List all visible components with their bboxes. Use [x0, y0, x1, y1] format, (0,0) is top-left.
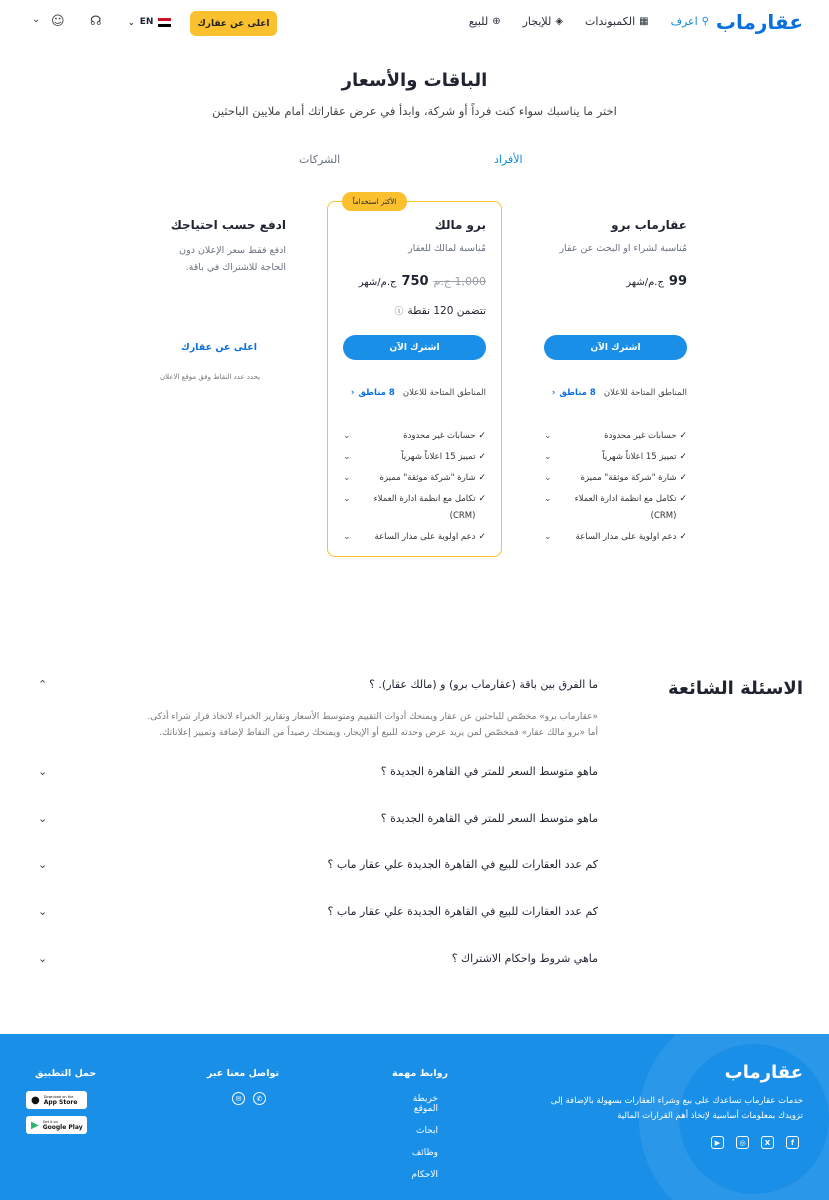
- plan-payg-name: ادفع حسب احتياجك: [170, 218, 286, 232]
- faq-item: [38, 765, 598, 778]
- plan-owner-price-value: 750: [401, 274, 429, 289]
- feature-label: دعم اولوية على مدار الساعة: [575, 532, 677, 542]
- feature-label: حسابات غير محدودة: [604, 431, 677, 441]
- plan-pro-price-value: 99: [668, 274, 687, 289]
- header: [0, 0, 829, 46]
- feature-item: [544, 449, 687, 466]
- tag-icon: ◈: [555, 16, 564, 27]
- plan-owner-features: [343, 428, 486, 550]
- plan-owner-price-unit: ج.م/شهر: [358, 277, 397, 288]
- tab-companies[interactable]: الشركات: [299, 153, 341, 166]
- egypt-flag-icon: [158, 18, 171, 27]
- nav-rent[interactable]: [523, 15, 563, 28]
- faq-question-text: ماهو متوسط السعر للمتر في القاهرة الجديدة ؟: [380, 765, 598, 778]
- footer-link-terms[interactable]: الاحكام: [411, 1170, 438, 1180]
- feature-item: [544, 529, 687, 546]
- check-icon: ✓: [679, 494, 687, 504]
- language-switcher[interactable]: [128, 17, 171, 27]
- plan-payg-desc: ادفع فقط سعر الإعلان دون الحاجة للاشتراك في باقة.: [179, 245, 286, 273]
- plan-owner-desc: مُناسبة لمالك للعقار: [408, 243, 486, 254]
- nav-know-label: اعرف: [670, 15, 698, 28]
- feature-label: شارة "شركة موثقة" مميزة: [379, 473, 476, 483]
- plan-owner-points: [395, 304, 487, 317]
- page-subtitle: اختر ما يناسبك سواء كنت فرداً أو شركة، وابدأ في عرض عقاراتك أمام ملايين الباحثين: [212, 104, 617, 118]
- feature-label: حسابات غير محدودة: [403, 431, 476, 441]
- plan-pro-areas: [552, 388, 687, 398]
- plan-pro-features: [544, 428, 687, 550]
- feature-item: [343, 470, 486, 487]
- faq-question[interactable]: [38, 858, 598, 871]
- feature-item: [343, 449, 486, 466]
- faq-question[interactable]: [38, 905, 598, 918]
- chevron-down-icon: ⌄: [128, 17, 135, 27]
- faq-answer-line: أما «برو مالك عقار» فمخصّص لمن يريد عرض وحدته للبيع أو الإيجار، ويمنحك رصيداً من النقاط لإضافة وتمييز إعلاناتك.: [159, 728, 598, 738]
- plan-owner-areas-count: 8 مناطق: [358, 388, 395, 398]
- apple-icon: ●: [31, 1094, 40, 1106]
- chevron-down-icon[interactable]: ⌄: [544, 532, 552, 542]
- plan-payg-note: يحدد عدد النقاط وفق موقع الاعلان: [160, 373, 261, 381]
- feature-label: تكامل مع انظمة ادارة العملاء (CRM): [574, 494, 677, 521]
- check-icon: ✓: [679, 532, 687, 542]
- chevron-down-icon[interactable]: ⌄: [343, 473, 351, 483]
- faq-title: الاسئلة الشائعة: [668, 678, 803, 699]
- chevron-left-icon: ‹: [551, 388, 556, 398]
- chevron-down-icon: ⌄: [38, 952, 48, 965]
- footer-link-sitemap[interactable]: خريطة الموقع: [412, 1094, 438, 1114]
- plan-owner-areas-label: المناطق المتاحة للاعلان: [402, 388, 486, 398]
- plan-pro-areas-count: 8 مناطق: [559, 388, 596, 398]
- nav-compounds-label: الكمبوندات: [585, 15, 636, 28]
- nav-sale-label: للبيع: [468, 15, 489, 28]
- check-icon: ✓: [478, 532, 486, 542]
- chevron-down-icon[interactable]: ⌄: [343, 532, 351, 542]
- plan-pro-subscribe-button[interactable]: اشترك الآن: [544, 335, 687, 360]
- plan-pro-name: عقارماب برو: [611, 218, 687, 232]
- plan-pro-areas-label: المناطق المتاحة للاعلان: [603, 388, 687, 398]
- feature-label: دعم اولوية على مدار الساعة: [374, 532, 476, 542]
- chevron-down-icon: ⌄: [38, 905, 48, 918]
- x-icon[interactable]: X: [761, 1136, 774, 1149]
- feature-label: تمييز 15 اعلاناً شهرياً: [602, 452, 677, 462]
- chevron-down-icon[interactable]: ⌄: [32, 14, 41, 25]
- chevron-up-icon: ⌃: [38, 678, 48, 691]
- check-icon: ✓: [679, 473, 687, 483]
- plan-owner-name: برو مالك: [434, 218, 486, 232]
- faq-item: [38, 812, 598, 825]
- footer-description: خدمات عقارماب تساعدك على بيع وشراء العقارات بسهولة بالإضافة إلى تزويدك بمعلومات أساسية لإتخاذ أهم القرارات المالية: [550, 1096, 803, 1121]
- footer-link-jobs[interactable]: وظائف: [411, 1148, 438, 1158]
- footer-links: [388, 1094, 438, 1192]
- faq-answer-line: «عقارماب برو» مخصّص للباحثين عن عقار ويمنحك أدوات التقييم ومتوسط الأسعار وتقارير الخبراء لاتخاذ قرار شراء أذكى.: [147, 712, 598, 722]
- main-nav: [469, 15, 709, 28]
- faq-question[interactable]: [38, 678, 598, 691]
- page-title: الباقات والأسعار: [341, 70, 488, 91]
- footer-contact-title: تواصل معنا عبر: [207, 1068, 280, 1079]
- plan-pro-price: [626, 274, 687, 289]
- plan-owner-subscribe-button[interactable]: اشترك الآن: [343, 335, 486, 360]
- app-store-small: Download on the: [43, 1095, 74, 1099]
- feature-label: تمييز 15 اعلاناً شهرياً: [401, 452, 476, 462]
- facebook-icon[interactable]: f: [786, 1136, 799, 1149]
- chevron-down-icon[interactable]: ⌄: [544, 473, 552, 483]
- chevron-down-icon[interactable]: ⌄: [343, 494, 351, 504]
- bag-icon: ⊕: [492, 16, 501, 27]
- chevron-down-icon: ⌄: [38, 765, 48, 778]
- faq-item: [38, 952, 598, 965]
- chevron-down-icon[interactable]: ⌄: [544, 452, 552, 462]
- faq-question-text: ماهو متوسط السعر للمتر في القاهرة الجديدة ؟: [380, 812, 598, 825]
- chevron-down-icon: ⌄: [38, 858, 48, 871]
- plan-pro-areas-link[interactable]: [552, 388, 596, 398]
- faq-question[interactable]: [38, 952, 598, 965]
- building-icon: ▦: [639, 16, 649, 27]
- chevron-down-icon: ⌄: [38, 812, 48, 825]
- check-icon: ✓: [478, 473, 486, 483]
- contact-links: [232, 1092, 266, 1105]
- check-icon: ✓: [478, 431, 486, 441]
- faq-item: [38, 905, 598, 918]
- feature-item: [544, 491, 687, 525]
- feature-item: [343, 491, 486, 525]
- chevron-left-icon: ‹: [350, 388, 355, 398]
- youtube-icon[interactable]: ▶: [711, 1136, 724, 1149]
- plan-payg-post-link[interactable]: اعلى عن عقارك: [181, 342, 257, 353]
- faq-question[interactable]: [38, 812, 598, 825]
- plan-pro-desc: مُناسبة لشراء او البحث عن عقار: [559, 243, 687, 254]
- feature-item: [343, 428, 486, 445]
- plan-owner-areas: [351, 388, 486, 398]
- feature-item: [544, 428, 687, 445]
- faq-item: [38, 858, 598, 871]
- google-play-icon: ▶: [31, 1119, 39, 1131]
- app-store-button[interactable]: [26, 1091, 87, 1109]
- footer-link-research[interactable]: ابحاث: [415, 1126, 438, 1136]
- chevron-down-icon[interactable]: ⌄: [544, 431, 552, 441]
- headset-icon[interactable]: ☊: [90, 14, 102, 29]
- plan-owner-points-label: تتضمن 120 نقطة: [407, 304, 486, 317]
- nav-know[interactable]: [671, 15, 709, 28]
- check-icon: ✓: [679, 452, 687, 462]
- chevron-down-icon[interactable]: ⌄: [343, 431, 351, 441]
- plan-owner-price: [359, 274, 486, 289]
- footer-logo[interactable]: عقارماب: [724, 1062, 803, 1083]
- language-label: EN: [139, 17, 154, 27]
- whatsapp-icon[interactable]: ✆: [253, 1092, 266, 1105]
- feature-label: شارة "شركة موثقة" مميزة: [580, 473, 677, 483]
- faq-question[interactable]: [38, 765, 598, 778]
- google-play-label: Google Play: [42, 1124, 83, 1131]
- check-icon: ✓: [478, 452, 486, 462]
- google-play-button[interactable]: [26, 1116, 87, 1134]
- check-icon: ✓: [679, 431, 687, 441]
- location-icon: ⚲: [701, 16, 709, 27]
- nav-sale[interactable]: [469, 15, 501, 28]
- google-play-small: Get it on: [42, 1120, 58, 1124]
- faq-question-text: ماهي شروط واحكام الاشتراك ؟: [451, 952, 598, 965]
- user-icon[interactable]: ☺: [51, 14, 65, 29]
- tab-individuals[interactable]: الأفراد: [494, 153, 523, 166]
- footer: [0, 1034, 829, 1200]
- logo[interactable]: عقارماب: [715, 10, 803, 34]
- faq-answer: [38, 709, 598, 741]
- instagram-icon[interactable]: ◎: [736, 1136, 749, 1149]
- feature-item: [343, 529, 486, 546]
- check-icon: ✓: [478, 494, 486, 504]
- plan-owner-old-price: 1,000 ج.م: [433, 275, 486, 288]
- plan-owner-areas-link[interactable]: [351, 388, 395, 398]
- footer-links-title: روابط مهمة: [392, 1068, 448, 1079]
- chevron-down-icon[interactable]: ⌄: [343, 452, 351, 462]
- chevron-down-icon[interactable]: ⌄: [544, 494, 552, 504]
- feature-item: [544, 470, 687, 487]
- social-links: [711, 1136, 799, 1149]
- app-store-label: App Store: [43, 1099, 78, 1106]
- info-icon[interactable]: ⓘ: [394, 307, 404, 317]
- plan-pro-price-unit: ج.م/شهر: [626, 277, 664, 288]
- faq-item: [38, 678, 598, 741]
- footer-app-title: حمل التطبيق: [35, 1068, 97, 1079]
- faq-question-text: كم عدد العقارات للبيع في القاهرة الجديدة علي عقار ماب ؟: [327, 905, 598, 918]
- most-used-badge: الأكثر استخداماً: [342, 192, 407, 211]
- faq-question-text: كم عدد العقارات للبيع في القاهرة الجديدة علي عقار ماب ؟: [327, 858, 598, 871]
- post-property-button[interactable]: اعلى عن عقارك: [190, 11, 277, 36]
- feature-label: تكامل مع انظمة ادارة العملاء (CRM): [373, 494, 476, 521]
- nav-rent-label: للإيجار: [522, 15, 552, 28]
- email-icon[interactable]: ✉: [232, 1092, 245, 1105]
- nav-compounds[interactable]: [585, 15, 649, 28]
- faq-question-text: ما الفرق بين باقة (عقارماب برو) و (مالك عقار). ؟: [369, 678, 598, 691]
